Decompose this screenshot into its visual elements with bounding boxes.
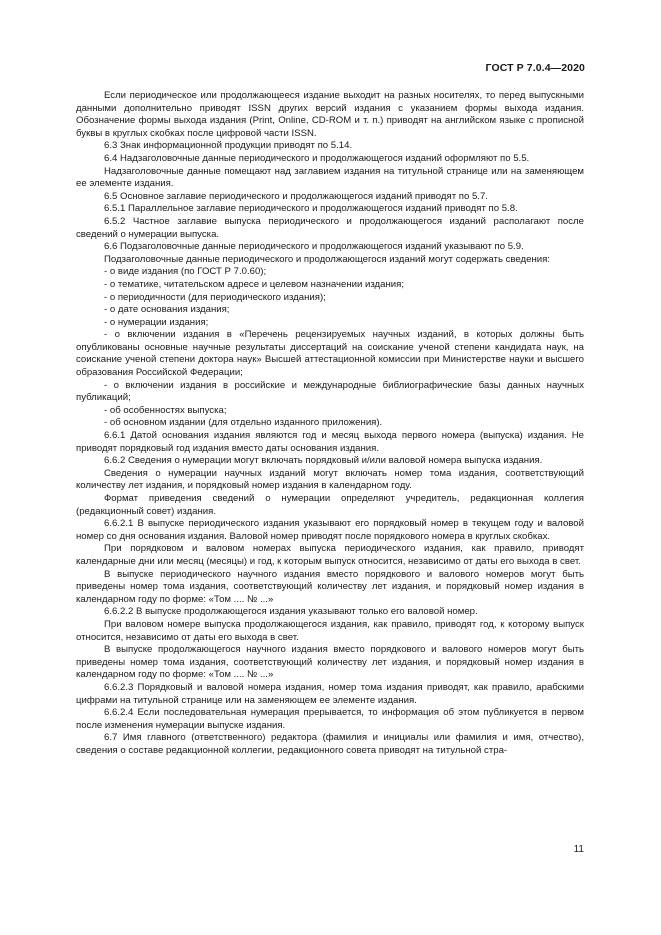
- paragraph: 6.5.1 Параллельное заглавие периодического и продолжающегося изданий приводят по 5.8.: [104, 203, 518, 215]
- list-item: - об основном издании (для отдельно изданного приложения).: [104, 417, 383, 429]
- list-item: - о тематике, читательском адресе и целевом назначении издания;: [104, 278, 405, 290]
- paragraph: Если периодическое или продолжающееся издание выходит на разных носителях, то перед выпускными данными дополнительно приводят ISSN других версий издания с указанием формы выхода издания. Обозначение формы выхода издания (Print, Online, CD-ROM и т. п.) приводят на английском языке с прописной буквы в круглых скобках после цифровой части ISSN.: [76, 90, 584, 139]
- paragraph: В выпуске продолжающегося научного издания вместо порядкового и валового номеров могут быть приведены номер тома издания, соответствующий количеству лет издания, и порядковый номер издания в календарном году по форме: «Том .... № ...»: [76, 644, 584, 681]
- page-number: 11: [573, 844, 584, 855]
- list-item: - о виде издания (по ГОСТ Р 7.0.60);: [104, 266, 267, 278]
- paragraph: В выпуске периодического научного издания вместо порядкового и валового номеров могут быть приведены номер тома издания, соответствующий количеству лет издания, и порядковый номер издания в календарном году по форме: «Том .... № ...»: [76, 568, 584, 605]
- paragraph: Подзаголовочные данные периодического и продолжающегося изданий могут содержать сведения:: [104, 253, 550, 265]
- paragraph: Сведения о нумерации научных изданий могут включать номер тома издания, соответствующий количеству лет издания, и порядковый номер издания в календарном году.: [76, 467, 584, 492]
- list-item: - о включении издания в российские и международные библиографические базы данных научных публикаций;: [76, 379, 584, 404]
- standard-designation: ГОСТ Р 7.0.4—2020: [485, 62, 585, 74]
- paragraph: 6.7 Имя главного (ответственного) редактора (фамилия и инициалы или фамилия и имя, отчество), сведения о составе редакционной коллегии, редакционного совета приводят на титульной стра-: [76, 732, 584, 756]
- paragraph: Надзаголовочные данные помещают над заглавием издания на титульной странице или на заменяющем ее элементе издания.: [76, 165, 584, 190]
- paragraph: 6.6.2 Сведения о нумерации могут включать порядковый и/или валовой номера выпуска издания.: [104, 455, 543, 467]
- paragraph: 6.3 Знак информационной продукции приводят по 5.14.: [104, 140, 353, 152]
- paragraph: 6.4 Надзаголовочные данные периодического и продолжающегося изданий оформляют по 5.5.: [104, 152, 530, 164]
- paragraph: 6.6.2.2 В выпуске продолжающегося издания указывают только его валовой номер.: [104, 606, 478, 618]
- paragraph: При валовом номере выпуска продолжающегося издания, как правило, приводят год, к которому выпуск относится, независимо от даты его выхода в свет.: [76, 618, 584, 643]
- paragraph: Формат приведения сведений о нумерации определяют учредитель, редакционная коллегия (редакционный совет) издания.: [76, 493, 584, 517]
- paragraph: 6.6.1 Датой основания издания являются год и месяц выхода первого номера (выпуска) издания. Не приводят порядковый год издания вместо даты основания издания.: [76, 430, 584, 454]
- paragraph: 6.6 Подзаголовочные данные периодического и продолжающегося изданий указывают по 5.9.: [104, 241, 524, 253]
- list-item: - о включении издания в «Перечень рецензируемых научных изданий, в которых должны быть опубликованы основные научные результаты диссертаций на соискание ученой степени кандидата наук, на соискание ученой степени доктора наук» Высшей аттестационной комиссии при Министерстве науки и высшего образования Российской Федерации;: [76, 329, 584, 379]
- list-item: - о нумерации издания;: [104, 316, 209, 328]
- paragraph: При порядковом и валовом номерах выпуска периодического издания, как правило, приводят календарные дни или месяц (месяцы) и год, к которым выпуск относится, независимо от даты его выхода в свет.: [76, 543, 584, 567]
- paragraph: 6.6.2.1 В выпуске периодического издания указывают его порядковый номер в текущем году и валовой номер со дня основания издания. Валовой номер приводят после порядкового номера в круглых скобках.: [76, 518, 584, 542]
- paragraph: 6.5 Основное заглавие периодического и продолжающегося изданий приводят по 5.7.: [104, 190, 488, 202]
- body-text: [76, 90, 584, 757]
- paragraph: 6.6.2.3 Порядковый и валовой номера издания, номер тома издания приводят, как правило, арабскими цифрами на титульной странице или на заменяющем ее элементе издания.: [76, 681, 584, 706]
- paragraph: 6.6.2.4 Если последовательная нумерация прерывается, то информация об этом публикуется в первом после изменения нумерации выпуске издания.: [76, 707, 584, 731]
- paragraph: 6.5.2 Частное заглавие выпуска периодического и продолжающегося изданий располагают после сведений о нумерации выпуска.: [76, 215, 584, 240]
- list-item: - об особенностях выпуска;: [104, 404, 227, 416]
- list-item: - о периодичности (для периодического издания);: [104, 291, 326, 303]
- list-item: - о дате основания издания;: [104, 304, 230, 316]
